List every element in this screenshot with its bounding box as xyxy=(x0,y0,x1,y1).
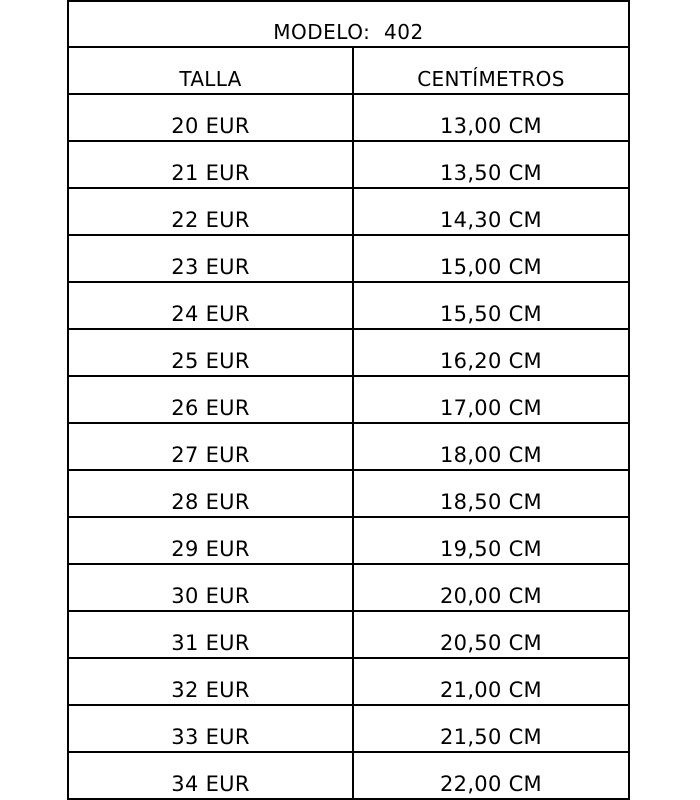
table-row xyxy=(69,753,628,800)
size-cell: 23 EUR xyxy=(69,236,354,281)
centimeters-cell: 20,50 CM xyxy=(440,631,542,655)
size-table xyxy=(67,0,630,800)
size-cell: 34 EUR xyxy=(69,753,354,798)
size-cell: 24 EUR xyxy=(69,283,354,328)
size-column-header: TALLA xyxy=(69,48,354,93)
centimeters-cell: 15,00 CM xyxy=(440,255,542,279)
table-row xyxy=(69,518,628,565)
model-title: MODELO: 402 xyxy=(273,20,424,44)
centimeters-cell: 20,00 CM xyxy=(440,584,542,608)
centimeters-cell: 18,50 CM xyxy=(440,490,542,514)
centimeters-cell: 13,50 CM xyxy=(440,161,542,185)
centimeters-cell: 16,20 CM xyxy=(440,349,542,373)
size-cell: 21 EUR xyxy=(69,142,354,187)
size-cell: 33 EUR xyxy=(69,706,354,751)
size-cell: 20 EUR xyxy=(69,95,354,140)
table-row xyxy=(69,471,628,518)
centimeters-cell: 13,00 CM xyxy=(440,114,542,138)
centimeters-cell: 19,50 CM xyxy=(440,537,542,561)
size-cell: 22 EUR xyxy=(69,189,354,234)
centimeters-cell: 18,00 CM xyxy=(440,443,542,467)
size-cell: 26 EUR xyxy=(69,377,354,422)
table-row xyxy=(69,330,628,377)
size-cell: 30 EUR xyxy=(69,565,354,610)
centimeters-cell: 14,30 CM xyxy=(440,208,542,232)
table-row xyxy=(69,142,628,189)
table-row xyxy=(69,377,628,424)
table-row xyxy=(69,612,628,659)
centimeters-column-header: CENTÍMETROS xyxy=(417,67,565,91)
centimeters-cell: 22,00 CM xyxy=(440,772,542,796)
size-cell: 32 EUR xyxy=(69,659,354,704)
table-row xyxy=(69,565,628,612)
table-row xyxy=(69,189,628,236)
size-cell: 27 EUR xyxy=(69,424,354,469)
table-row xyxy=(69,424,628,471)
table-row xyxy=(69,659,628,706)
table-row xyxy=(69,236,628,283)
size-cell: 25 EUR xyxy=(69,330,354,375)
table-header-row xyxy=(69,48,628,95)
size-cell: 28 EUR xyxy=(69,471,354,516)
table-row xyxy=(69,706,628,753)
centimeters-cell: 17,00 CM xyxy=(440,396,542,420)
model-title-row xyxy=(69,2,628,48)
table-row xyxy=(69,283,628,330)
size-cell: 29 EUR xyxy=(69,518,354,563)
centimeters-cell: 21,50 CM xyxy=(440,725,542,749)
size-cell: 31 EUR xyxy=(69,612,354,657)
table-body xyxy=(69,95,628,800)
centimeters-cell: 15,50 CM xyxy=(440,302,542,326)
table-row xyxy=(69,95,628,142)
centimeters-cell: 21,00 CM xyxy=(440,678,542,702)
